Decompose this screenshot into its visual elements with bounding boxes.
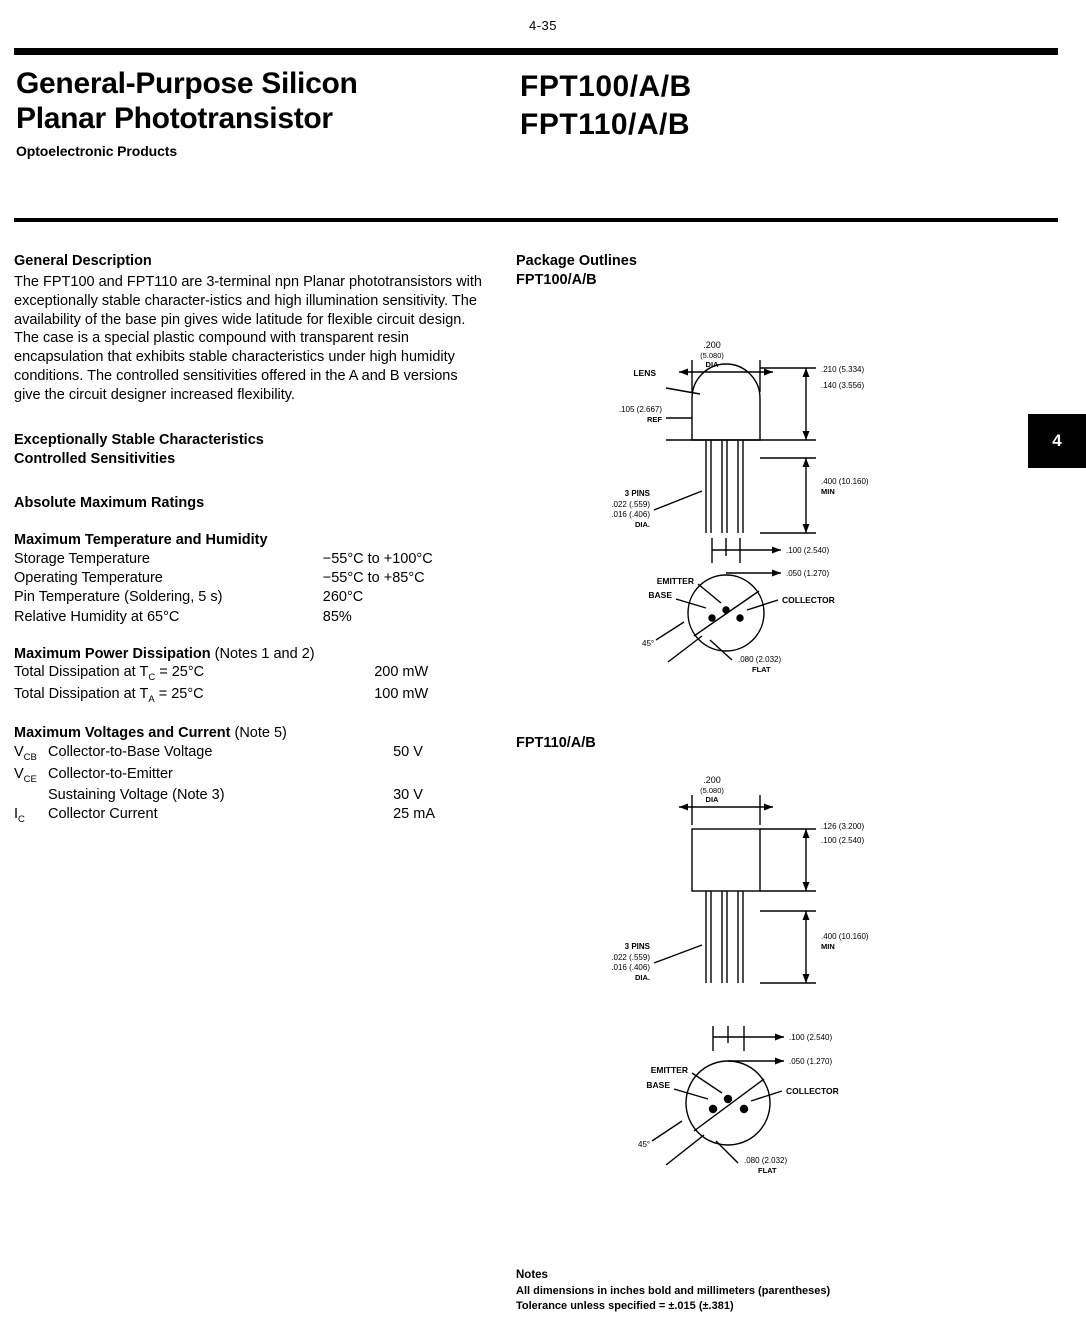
dim-height-a: .126 (3.200) — [821, 821, 865, 831]
dim-ref: .105 (2.667) — [618, 404, 662, 414]
symbol-sub: CB — [23, 752, 37, 764]
spec-value — [379, 765, 484, 786]
left-column — [14, 252, 484, 827]
spec-label-pre: Total Dissipation at T — [14, 685, 149, 702]
package-2-label: FPT110/A/B — [516, 734, 596, 751]
figure-fpt100 — [516, 288, 986, 723]
pins-dim-a: .022 (.559) — [611, 499, 650, 509]
max-temperature-table — [14, 550, 484, 627]
label-base: BASE — [646, 1079, 670, 1090]
spec-symbol — [14, 743, 48, 764]
package-outlines-heading: Package Outlines — [516, 253, 637, 269]
max-voltages-table — [14, 743, 484, 826]
label-collector: COLLECTOR — [786, 1085, 839, 1096]
max-voltages-note: (Note 5) — [230, 725, 287, 742]
part-numbers — [520, 68, 692, 143]
spec-symbol — [14, 765, 48, 786]
spec-label-post: = 25°C — [154, 685, 204, 702]
general-description-heading: General Description — [14, 253, 152, 269]
spec-value: 100 mW — [374, 685, 429, 702]
symbol-sub: CE — [23, 773, 37, 785]
dim-flat: .080 (2.032) — [744, 1155, 788, 1165]
max-voltages-heading — [14, 724, 484, 743]
pins-title: 3 PINS — [624, 941, 650, 951]
spec-label-post: = 25°C — [155, 664, 205, 681]
feature-2: Controlled Sensitivities — [14, 450, 176, 467]
spec-value: 25 mA — [393, 806, 436, 823]
spec-symbol — [14, 786, 48, 805]
label-lens: LENS — [633, 367, 656, 378]
part-number-2: FPT110/A/B — [520, 107, 691, 141]
spec-value: 50 V — [393, 744, 423, 761]
dim-pitch-a: .100 (2.540) — [789, 1032, 833, 1042]
title-line-2: Planar Phototransistor — [16, 102, 333, 136]
spec-label: Collector-to-Base Voltage — [48, 744, 213, 761]
figure-fpt110 — [516, 751, 986, 1256]
label-emitter: EMITTER — [650, 1064, 688, 1075]
spec-label: Storage Temperature — [14, 551, 150, 568]
label-emitter: EMITTER — [656, 575, 694, 586]
package-1-label: FPT100/A/B — [516, 271, 597, 288]
spec-label: Operating Temperature — [14, 570, 163, 587]
notes-block — [516, 1268, 830, 1314]
feature-1: Exceptionally Stable Characteristics — [14, 431, 264, 448]
dim-dia-word: DIA — [705, 359, 719, 369]
dim-height-b: .100 (2.540) — [821, 835, 865, 845]
dim-pitch-b: .050 (1.270) — [786, 568, 830, 578]
spec-label: Pin Temperature (Soldering, 5 s) — [14, 589, 223, 606]
label-angle: 45° — [642, 638, 655, 648]
spec-symbol — [14, 805, 48, 826]
pins-dia-word: DIA. — [635, 972, 650, 982]
spec-value: 260°C — [322, 589, 364, 606]
dim-height-b: .140 (3.556) — [821, 380, 865, 390]
part-number-1: FPT100/A/B — [520, 70, 692, 103]
dim-pitch-b: .050 (1.270) — [789, 1056, 833, 1066]
spec-label: Collector Current — [48, 806, 158, 823]
dim-height-a: .210 (5.334) — [821, 364, 865, 374]
spec-value: 30 V — [393, 787, 423, 803]
symbol-sub: C — [18, 814, 25, 826]
max-power-dissipation-heading — [14, 645, 484, 664]
dim-dia-value: .200 — [703, 339, 721, 350]
pins-dim-b: .016 (.406) — [611, 509, 650, 519]
spec-value: 200 mW — [374, 664, 429, 681]
label-angle: 45° — [638, 1139, 651, 1149]
symbol-main: V — [14, 744, 24, 761]
symbol-main: V — [14, 765, 24, 782]
page-number: 4-35 — [528, 18, 558, 33]
title-block — [16, 66, 536, 159]
symbol-main: I — [14, 806, 19, 823]
spec-value: 85% — [322, 608, 352, 625]
table-row — [14, 743, 484, 764]
dim-min-word: MIN — [821, 941, 835, 951]
notes-line-2: Tolerance unless specified = ±.015 (±.381) — [516, 1300, 734, 1313]
spec-label-sub: C — [148, 672, 156, 684]
dim-min: .400 (10.160) — [821, 931, 869, 941]
max-voltages-title: Maximum Voltages and Current — [14, 725, 231, 742]
label-base: BASE — [648, 589, 672, 600]
table-row — [14, 608, 484, 627]
table-row — [14, 805, 484, 826]
dim-flat: .080 (2.032) — [738, 654, 782, 664]
notes-heading: Notes — [516, 1269, 548, 1281]
spec-label: Collector-to-Emitter — [48, 765, 173, 782]
max-power-dissipation-note: (Notes 1 and 2) — [210, 645, 315, 662]
dim-dia-mm: (5.080) — [700, 350, 724, 360]
pins-dim-b: .016 (.406) — [611, 962, 650, 972]
label-collector: COLLECTOR — [782, 594, 835, 605]
subtitle: Optoelectronic Products — [16, 142, 178, 159]
max-power-dissipation-title: Maximum Power Dissipation — [14, 645, 211, 662]
spec-value: −55°C to +85°C — [322, 570, 425, 587]
title-line-1: General-Purpose Silicon — [16, 67, 358, 100]
pins-dia-word: DIA. — [635, 519, 650, 529]
dim-ref-word: REF — [647, 414, 662, 424]
general-description-body: The FPT100 and FPT110 are 3-terminal npn Planar phototransistors with exceptionally stable character-istics and high illumination sensitivity. The availability of the base pin gives wide latitude for flexible circuit design. The case is a special plastic compound with transparent resin encapsulation that exhibits stable characteristics under high humidity conditions. The controlled sensitivities offered in the A and B versions give the circuit designer increased flexibility. — [14, 273, 482, 403]
right-column — [516, 252, 986, 1256]
spec-label-sub: A — [148, 693, 155, 705]
pins-dim-a: .022 (.559) — [611, 952, 650, 962]
table-row — [14, 550, 484, 569]
max-power-table — [14, 663, 484, 706]
dim-dia-word: DIA — [705, 794, 719, 804]
table-row — [14, 765, 484, 786]
section-tab: 4 — [1028, 414, 1086, 468]
table-row — [14, 588, 484, 607]
dim-min-word: MIN — [821, 486, 835, 496]
spec-value: −55°C to +100°C — [322, 551, 433, 568]
max-temperature-heading: Maximum Temperature and Humidity — [14, 532, 268, 549]
dim-min: .400 (10.160) — [821, 476, 869, 486]
dim-flat-word: FLAT — [758, 1165, 777, 1175]
fpt100-outline-drawing — [516, 288, 986, 718]
table-row — [14, 786, 484, 805]
spec-label: Relative Humidity at 65°C — [14, 608, 180, 625]
section-rule — [14, 218, 1058, 222]
table-row — [14, 685, 484, 706]
spec-label — [14, 663, 360, 684]
dim-dia-mm: (5.080) — [700, 785, 724, 795]
pins-title: 3 PINS — [624, 488, 650, 498]
table-row — [14, 663, 484, 684]
spec-label-pre: Total Dissipation at T — [14, 664, 149, 681]
spec-label — [14, 685, 360, 706]
header-rule — [14, 48, 1058, 55]
spec-label: Sustaining Voltage (Note 3) — [48, 787, 225, 803]
dim-flat-word: FLAT — [752, 664, 771, 674]
fpt110-outline-drawing — [516, 751, 986, 1251]
table-row — [14, 569, 484, 588]
dim-pitch-a: .100 (2.540) — [786, 545, 830, 555]
notes-line-1: All dimensions in inches bold and millimeters (parentheses) — [516, 1284, 831, 1297]
dim-dia-value: .200 — [703, 774, 721, 785]
absolute-maximum-ratings-heading: Absolute Maximum Ratings — [14, 495, 205, 512]
